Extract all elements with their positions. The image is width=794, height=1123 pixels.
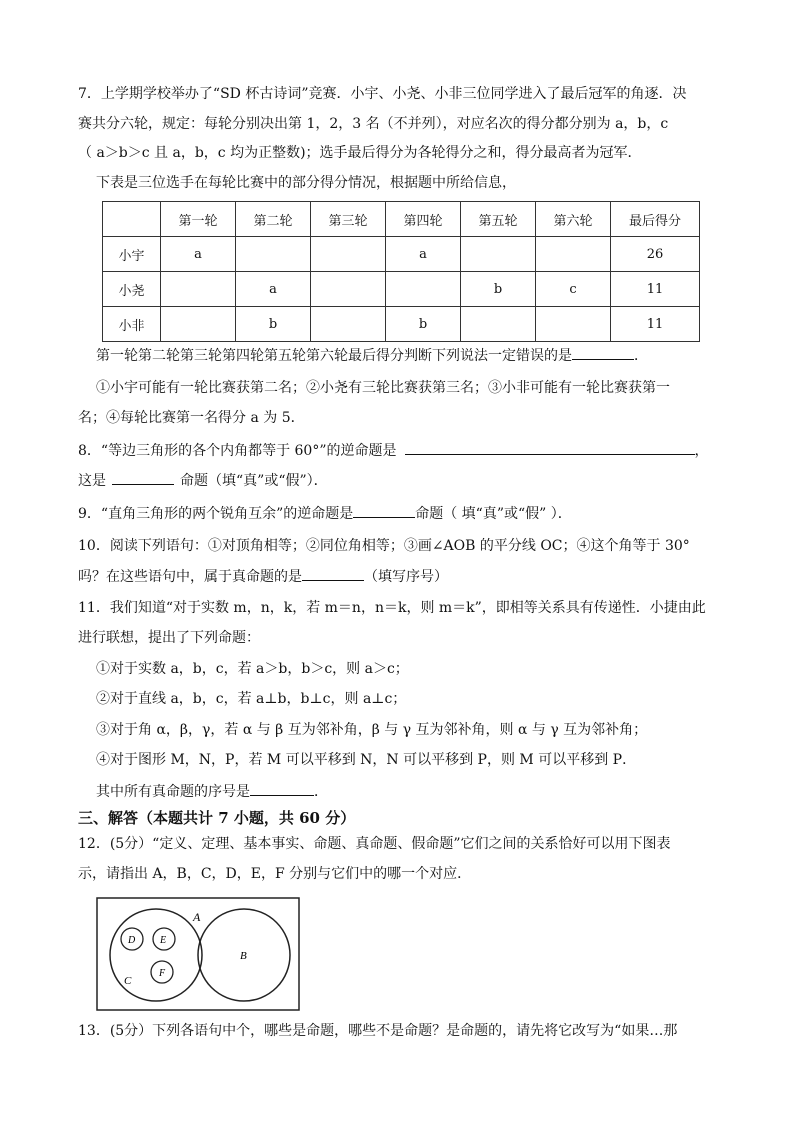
q11-ask-pre: 其中所有真命题的序号是	[96, 784, 250, 800]
q12-line2: 示，请指出 A，B，C，D，E，F 分别与它们中的哪一个对应．	[78, 866, 472, 882]
table-header-cell: 第六轮	[536, 202, 611, 237]
table-cell: b	[236, 307, 311, 342]
table-cell	[311, 237, 386, 272]
table-cell	[161, 307, 236, 342]
q9-post: 命题（ 填“真”或“假” ）．	[415, 506, 572, 522]
q11-ask	[96, 781, 328, 802]
q8-true-false-blank[interactable]	[112, 470, 174, 485]
table-cell: c	[536, 272, 611, 307]
q10-answer-blank[interactable]	[302, 566, 364, 581]
table-header-cell: 第四轮	[386, 202, 461, 237]
table-cell: 小尧	[103, 272, 161, 307]
q11-item3: ③对于角 α，β，γ，若 α 与 β 互为邻补角，β 与 γ 互为邻补角，则 α 与 γ 互为邻补角；	[96, 722, 648, 738]
q11-ask-post: ．	[314, 784, 328, 800]
q7-line3: （ a＞b＞c 且 a，b，c 均为正整数)；选手最后得分为各轮得分之和，得分最高者为冠军．	[78, 145, 642, 161]
q10-line2-post: （填写序号）	[364, 569, 448, 585]
table-cell: a	[386, 237, 461, 272]
table-cell: 小宇	[103, 237, 161, 272]
q11-line1: 11．我们知道“对于实数 m，n，k，若 m＝n，n＝k，则 m＝k”，即相等关系具有传递性．小捷由此	[78, 600, 706, 616]
table-header-cell: 第五轮	[461, 202, 536, 237]
q11-item2: ②对于直线 a，b，c，若 a⊥b，b⊥c，则 a⊥c；	[96, 691, 407, 707]
table-header-row	[103, 202, 700, 237]
table-cell: a	[236, 272, 311, 307]
q7-line4: 下表是三位选手在每轮比赛中的部分得分情况，根据题中所给信息，	[96, 175, 516, 191]
q9-line	[78, 503, 572, 524]
table-cell	[461, 307, 536, 342]
q7-line5-text: 第一轮第二轮第三轮第四轮第五轮第六轮最后得分判断下列说法一定错误的是	[96, 348, 572, 364]
q10-line1: 10．阅读下列语句：①对顶角相等；②同位角相等；③画∠AOB 的平分线 OC；④这个角等于 30°	[78, 538, 690, 554]
q8-line1	[78, 440, 709, 461]
table-header-cell: 第三轮	[311, 202, 386, 237]
table-header-cell: 最后得分	[611, 202, 700, 237]
table-cell: 26	[611, 237, 700, 272]
q7-line5	[96, 345, 648, 366]
venn-label-d: D	[128, 935, 136, 946]
venn-diagram	[96, 897, 300, 1011]
table-cell	[536, 237, 611, 272]
table-cell: a	[161, 237, 236, 272]
venn-label-a: A	[193, 910, 201, 924]
q7-line6: ①小宇可能有一轮比赛获第二名；②小尧有三轮比赛获第三名；③小非可能有一轮比赛获第一	[96, 380, 670, 396]
q9-answer-blank[interactable]	[353, 503, 415, 518]
q7-line2: 赛共分六轮，规定：每轮分别决出第 1，2，3 名（不并列），对应名次的得分都分别为 a，b，c	[78, 116, 669, 132]
venn-label-c: C	[124, 975, 132, 987]
q12-line1: 12．(5分）“定义、定理、基本事实、命题、真命题、假命题”它们之间的关系恰好可以用下图表	[78, 836, 671, 852]
q10-line2-pre: 吗？在这些语句中，属于真命题的是	[78, 569, 302, 585]
q11-item1: ①对于实数 a，b，c，若 a＞b，b＞c，则 a＞c；	[96, 661, 409, 677]
q7-line5-end: ．	[634, 348, 648, 364]
q11-answer-blank[interactable]	[250, 781, 314, 796]
q8-line1-end: ，	[694, 443, 709, 459]
venn-label-e: E	[160, 935, 167, 946]
q9-pre: 9．“直角三角形的两个锐角互余”的逆命题是	[78, 506, 354, 522]
q7-line1: 7．上学期学校举办了“SD 杯古诗词”竞赛．小宇、小尧、小非三位同学进入了最后冠军的角逐．决	[78, 86, 687, 102]
table-cell: 11	[611, 272, 700, 307]
table-cell: b	[461, 272, 536, 307]
q7-line7: 名；④每轮比赛第一名得分 a 为 5．	[78, 410, 305, 426]
table-header-cell	[103, 202, 161, 237]
q8-line2-pre: 这是	[78, 473, 106, 489]
table-cell: b	[386, 307, 461, 342]
venn-label-f: F	[159, 968, 166, 979]
q8-line1-text: 8．“等边三角形的各个内角都等于 60°”的逆命题是	[78, 443, 397, 459]
table-cell: 11	[611, 307, 700, 342]
venn-circle-c	[110, 909, 202, 1001]
table-row	[103, 272, 700, 307]
table-cell: 小非	[103, 307, 161, 342]
table-cell	[386, 272, 461, 307]
venn-label-b: B	[240, 950, 247, 962]
q11-line2: 进行联想，提出了下列命题：	[78, 630, 260, 646]
table-cell	[311, 272, 386, 307]
q11-item4: ④对于图形 M，N，P，若 M 可以平移到 N，N 可以平移到 P，则 M 可以平移到 P．	[96, 752, 637, 768]
table-row	[103, 307, 700, 342]
table-cell	[161, 272, 236, 307]
table-row	[103, 237, 700, 272]
section-heading: 三、解答（本题共计 7 小题，共 60 分）	[78, 809, 356, 827]
table-cell	[461, 237, 536, 272]
q8-line2-post: 命题（填“真”或“假”）．	[180, 473, 328, 489]
q8-answer-blank[interactable]	[405, 440, 695, 455]
table-header-cell: 第一轮	[161, 202, 236, 237]
score-table	[102, 201, 700, 342]
q10-line2	[78, 566, 448, 587]
table-cell	[311, 307, 386, 342]
q7-answer-blank[interactable]	[572, 345, 634, 360]
q13-line1: 13．(5分）下列各语句中个，哪些是命题，哪些不是命题？是命题的，请先将它改写为“如果…那	[78, 1023, 678, 1039]
table-header-cell: 第二轮	[236, 202, 311, 237]
table-cell	[536, 307, 611, 342]
table-cell	[236, 237, 311, 272]
q8-line2	[78, 470, 328, 491]
